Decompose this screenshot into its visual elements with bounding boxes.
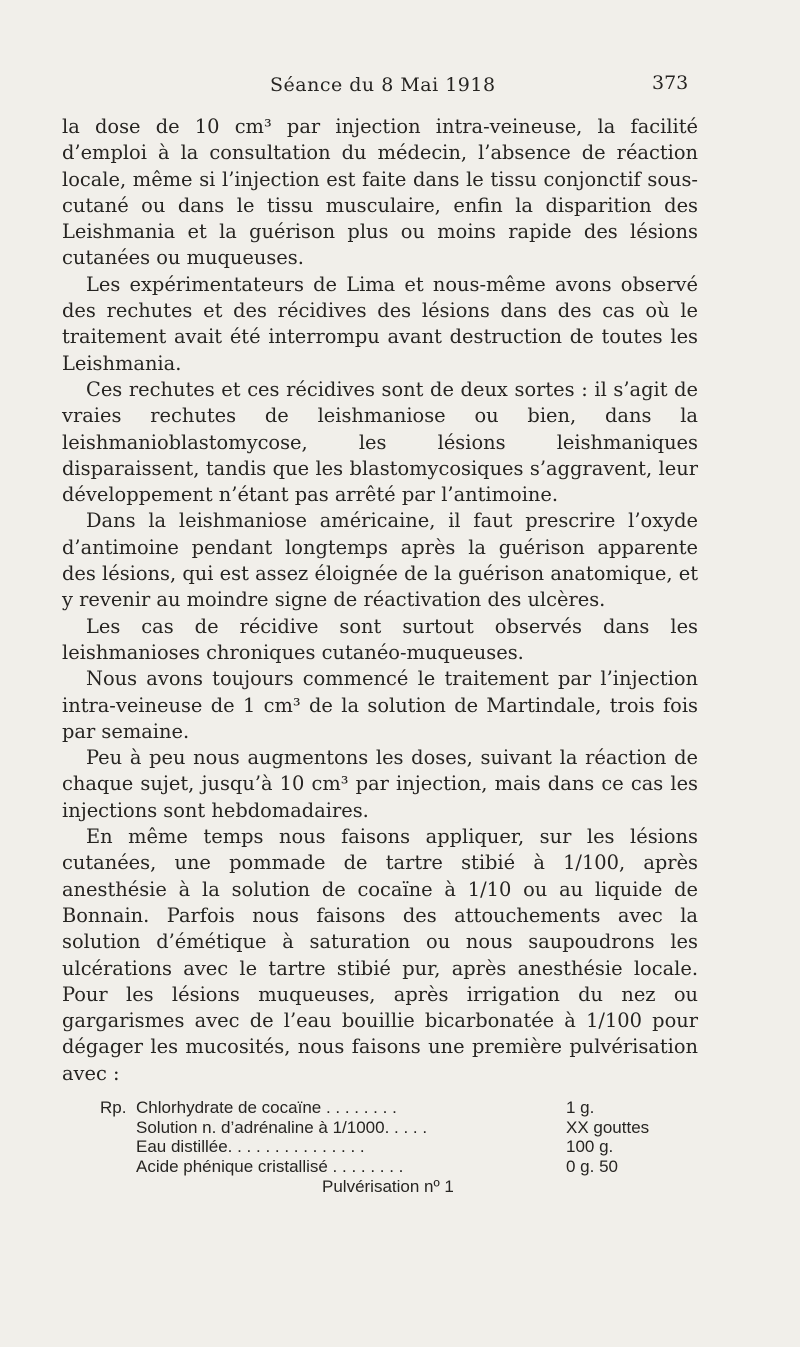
paragraph: En même temps nous faisons appliquer, sur les lésions cutanées, une pommade de tartre stibié à 1/100, après anesthésie à la solution de cocaïne à 1/10 ou au liquide de Bonnain. Parfois nous faisons des attouchements avec la solution d’émétique à saturation ou nous saupoudrons les ulcérations avec le tartre stibié pur, après anesthésie locale. Pour les lésions muqueuses, après irrigation du nez ou gargarismes avec de l’eau bouillie bicarbonatée à 1/100 pour dégager les mucosités, nous faisons une première pulvérisation avec : [62, 825, 698, 1085]
prescription-footer: Pulvérisation nº 1 [322, 1177, 454, 1196]
prescription-row [100, 1157, 700, 1177]
paragraph: Dans la leishmaniose américaine, il faut prescrire l’oxyde d’antimoine pendant longtemps après la guérison apparente des lésions, qui est assez éloignée de la guérison anatomique, et y revenir au moindre signe de réactivation des ulcères. [62, 509, 698, 612]
prescription-row [100, 1118, 700, 1138]
prescription-quantity: 1 g. [566, 1098, 595, 1117]
prescription [100, 1098, 700, 1197]
prescription-ingredient: Chlorhydrate de cocaïne . . . . . . . . [136, 1098, 397, 1117]
paragraph: Peu à peu nous augmentons les doses, suivant la réaction de chaque sujet, jusqu’à 10 cm³ par injection, mais dans ce cas les injections sont hebdomadaires. [62, 746, 698, 822]
paragraph: la dose de 10 cm³ par injection intra-veineuse, la facilité d’emploi à la consultation du médecin, l’absence de réaction locale, même si l’injection est faite dans le tissu conjonctif sous-cutané ou dans le tissu musculaire, enfin la disparition des Leishmania et la guérison plus ou moins rapide des lésions cutanées ou muqueuses. [62, 115, 698, 270]
paragraph: Les cas de récidive sont surtout observés dans les leishmanioses chroniques cutanéo-muqueuses. [62, 614, 698, 664]
prescription-quantity: 0 g. 50 [566, 1156, 618, 1176]
paragraph: Ces rechutes et ces récidives sont de deux sortes : il s’agit de vraies rechutes de leishmaniose ou bien, dans la leishmanioblastomycose, les lésions leishmaniques disparaissent, tandis que les blastomycosiques s’aggravent, leur développement n’étant pas arrêté par l’antimoine. [62, 377, 698, 507]
running-title: Séance du 8 Mai 1918 [270, 74, 496, 96]
paragraph: Nous avons toujours commencé le traitement par l’injection intra-veineuse de 1 cm³ de la solution de Martindale, trois fois par semaine. [62, 667, 698, 743]
prescription-ingredient: Acide phénique cristallisé . . . . . . . . [136, 1156, 404, 1176]
page-header [0, 68, 800, 108]
body-text [62, 114, 698, 1087]
paragraph: Les expérimentateurs de Lima et nous-même avons observé des rechutes et des récidives des lésions dans des cas où le traitement avait été interrompu avant destruction de toutes les Leishmania. [62, 272, 698, 375]
prescription-ingredient: Eau distillée. . . . . . . . . . . . . . . [136, 1137, 365, 1156]
prescription-prefix: Rp. [100, 1098, 127, 1117]
prescription-row [100, 1098, 700, 1118]
prescription-ingredient: Solution n. d’adrénaline à 1/1000. . . . . [136, 1117, 428, 1137]
prescription-row [100, 1137, 700, 1157]
prescription-quantity: XX gouttes [566, 1117, 650, 1137]
prescription-quantity: 100 g. [566, 1137, 614, 1156]
page-number: 373 [652, 72, 689, 94]
